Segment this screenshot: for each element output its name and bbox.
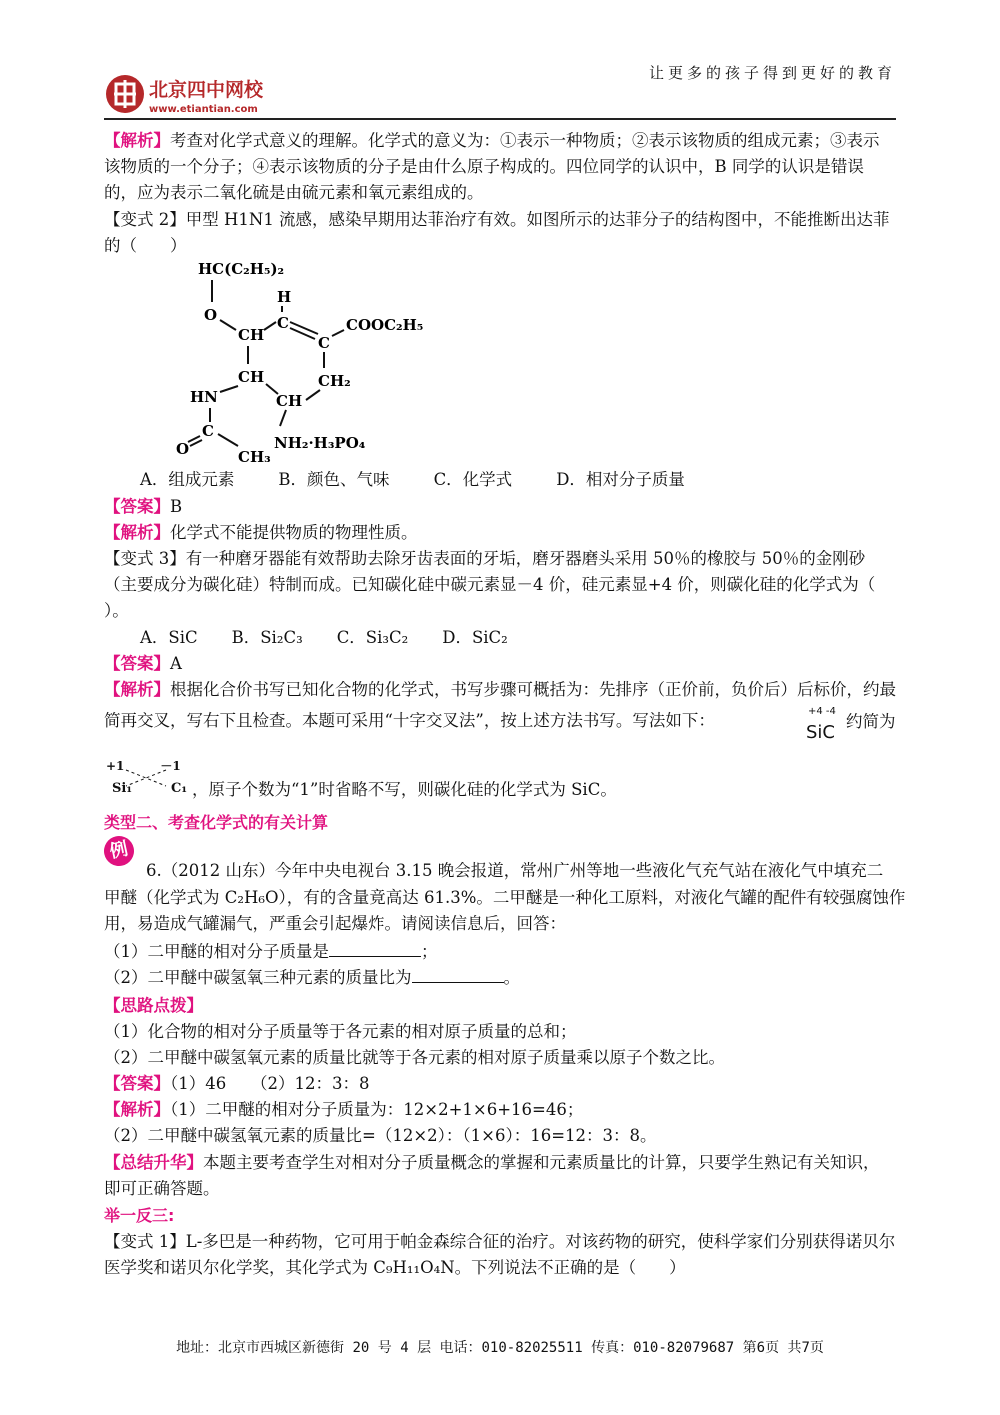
question-2: （2）二甲醚中碳氢氧三种元素的质量比为 。 [104, 968, 520, 987]
variant3-analysis: 简再交叉，写右下且检查。本题可采用“十字交叉法”，按上述方法书写。写法如下： [104, 711, 715, 730]
option: B．颜色、气味 [278, 470, 390, 489]
example-question: 6.（2012 山东）今年中央电视台 3.15 晚会报道，常州广州等地一些液化气充气站在液化气中填充二 [146, 861, 884, 880]
svg-text:O: O [176, 440, 190, 458]
option: A．SiC [140, 628, 198, 647]
example-analysis: 【解析】（1）二甲醚的相对分子质量为：12×2+1×6+16=46； [104, 1100, 584, 1119]
sic-formula: SiC [806, 722, 835, 743]
variant3-answer: 【答案】A [104, 654, 182, 673]
analysis-line: 【解析】考查对化学式意义的理解。化学式的意义为：①表示一种物质；②表示该物质的组成元素；③表示 [104, 131, 880, 150]
example-badge-icon: 例 [101, 833, 137, 869]
svg-text:C: C [202, 422, 214, 440]
school-logo [103, 70, 293, 118]
hint-line: （2）二甲醚中碳氢氧元素的质量比就等于各元素的相对原子质量乘以原子个数之比。 [104, 1048, 725, 1067]
svg-text:NH₂·H₃PO₄: NH₂·H₃PO₄ [274, 434, 366, 452]
hint-line: （1）化合物的相对分子质量等于各元素的相对原子质量的总和； [104, 1022, 577, 1041]
option: D．相对分子质量 [556, 470, 685, 489]
option: C．化学式 [433, 470, 513, 489]
analysis-line: 该物质的一个分子；④表示该物质的分子是由什么原子构成的。四位同学的认识中，B 同学的认识是错误 [104, 157, 864, 176]
practice-heading: 举一反三: [104, 1206, 175, 1225]
answer-blank [412, 968, 504, 983]
example-question: 甲醚（化学式为 C₂H₆O），有的含量竟高达 61.3%。二甲醚是一种化工原料，对液化气罐的配件有较强腐蚀作 [104, 888, 906, 907]
variant2-answer: 【答案】B [104, 497, 183, 516]
svg-text:CH: CH [276, 392, 303, 410]
svg-text:C: C [318, 334, 330, 352]
page-footer: 地址：北京市西城区新德街 20 号 4 层 电话：010-82025511 传真：010-82079687 第6页 共7页 [176, 1340, 824, 1356]
cross-method-formula: Si₁ C₁ [112, 781, 188, 796]
svg-text:CH: CH [238, 368, 265, 386]
svg-text:www.etiantian.com: www.etiantian.com [149, 104, 258, 115]
header-rule [104, 118, 896, 120]
option: B．Si₂C₃ [231, 628, 303, 647]
variant3-analysis: 约简为 [846, 712, 896, 731]
variant2-question: 的（ ） [104, 236, 187, 255]
variant3-options [140, 625, 940, 651]
svg-text:HC(C₂H₅)₂: HC(C₂H₅)₂ [198, 260, 285, 278]
example-answer: 【答案】（1）46 （2）12：3：8 [104, 1074, 370, 1093]
svg-text:HN: HN [190, 388, 218, 406]
question-1: （1）二甲醚的相对分子质量是 ； [104, 942, 438, 961]
svg-text:H: H [277, 288, 292, 306]
svg-text:CH₂: CH₂ [318, 372, 351, 390]
variant2-options [140, 467, 940, 493]
variant3-question: 【变式 3】有一种磨牙器能有效帮助去除牙齿表面的牙垢，磨牙器磨头采用 50％的橡胶与 50％的金刚砂 [104, 549, 866, 568]
svg-text:CH₃: CH₃ [238, 448, 271, 466]
svg-text:北京四中网校: 北京四中网校 [149, 79, 264, 101]
svg-text:CH: CH [238, 326, 265, 344]
option: A．组成元素 [140, 470, 235, 489]
section-title: 类型二、考查化学式的有关计算 [104, 813, 329, 832]
svg-text:C: C [277, 314, 289, 332]
variant3-analysis: ，原子个数为“1”时省略不写，则碳化硅的化学式为 SiC。 [192, 780, 617, 799]
cross-method-valence: +1 －1 [106, 759, 181, 773]
example-analysis: （2）二甲醚中碳氢氧元素的质量比=（12×2）：（1×6）：16=12：3：8。 [104, 1126, 657, 1145]
variant3-question: （主要成分为碳化硅）特制而成。已知碳化硅中碳元素显－4 价，硅元素显+4 价，则碳化硅的化学式为（ [104, 575, 876, 594]
variant3-analysis: 【解析】根据化合价书写已知化合物的化学式，书写步骤可概括为：先排序（正价前，负价后）后标价，约最 [104, 680, 896, 699]
option: D．SiC₂ [442, 628, 508, 647]
option: C．Si₃C₂ [336, 628, 409, 647]
example-question: 用，易造成气罐漏气，严重会引起爆炸。请阅读信息后，回答： [104, 914, 566, 933]
analysis-line: 的，应为表示二氧化硫是由硫元素和氧元素组成的。 [104, 183, 484, 202]
sic-valence: +4 -4 [808, 706, 836, 717]
practice-question: 【变式 1】L-多巴是一种药物，它可用于帕金森综合征的治疗。对该药物的研究，使科学家们分别获得诺贝尔 [104, 1232, 896, 1251]
practice-question: 医学奖和诺贝尔化学奖，其化学式为 C₉H₁₁O₄N。下列说法不正确的是（ ） [104, 1258, 686, 1277]
tamiflu-structure-diagram [160, 250, 480, 470]
variant3-question: ）。 [104, 601, 129, 620]
variant2-analysis: 【解析】化学式不能提供物质的物理性质。 [104, 523, 418, 542]
hint-heading: 【思路点拨】 [104, 996, 203, 1015]
svg-text:O: O [204, 306, 218, 324]
answer-blank [329, 942, 421, 957]
summary: 【总结升华】本题主要考查学生对相对分子质量概念的掌握和元素质量比的计算，只要学生熟记有关知识， [104, 1153, 880, 1172]
variant2-question: 【变式 2】甲型 H1N1 流感，感染早期用达菲治疗有效。如图所示的达菲分子的结构图中，不能推断出达菲 [104, 210, 890, 229]
svg-text:COOC₂H₅: COOC₂H₅ [346, 316, 424, 334]
summary: 即可正确答题。 [104, 1179, 220, 1198]
header-slogan: 让更多的孩子得到更好的教育 [648, 64, 896, 82]
